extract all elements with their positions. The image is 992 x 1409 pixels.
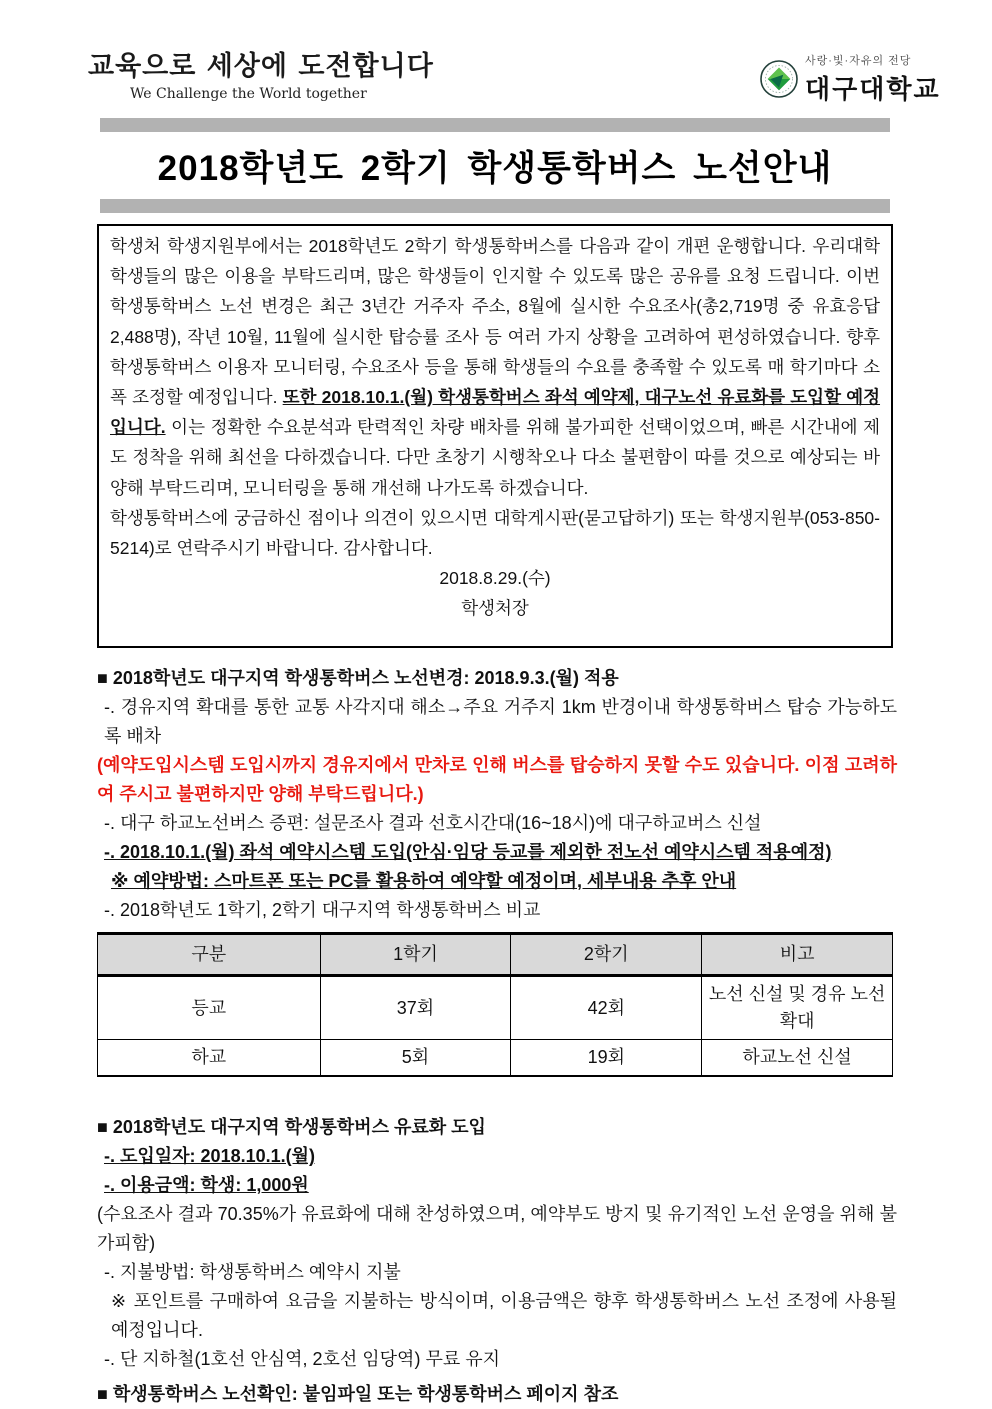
cell-semester2: 42회	[511, 976, 702, 1040]
notice-text-after: 이는 정확한 수요분석과 탄력적인 차량 배차를 위해 불가피한 선택이었으며, 빠른 시간내에 제도 정착을 위해 최선을 다하겠습니다. 다만 초창기 시행착오나 다소 불편함이 따를 것으로 예상되는 바 양해 부탁드리며, 모니터링을 통해 개선해 나가도록 하겠습니다.	[110, 417, 880, 498]
page-title: 2018학년도 2학기 학생통학버스 노선안내	[157, 149, 833, 188]
table-header-semester1: 1학기	[320, 934, 511, 976]
notice-text-emphasis: 또한 2018.10.1.(월) 학생통학버스 좌석 예약제, 대구노선 유료화를 도입할 예정입니다.	[110, 387, 881, 438]
route-item-coverage: -. 경유지역 확대를 통한 교통 사각지대 해소→주요 거주지 1km 반경이내 학생통학버스 탑승 가능하도록 배차	[104, 697, 897, 746]
route-item-reservation-method-text: ※ 예약방법: 스마트폰 또는 PC를 활용하여 예약할 예정이며, 세부내용 추후 안내	[111, 871, 737, 891]
route-item-reservation-text: -. 2018.10.1.(월) 좌석 예약시스템 도입(안심·임당 등교를 제외한 전노선 예약시스템 적용예정)	[104, 842, 832, 862]
cell-semester1: 37회	[320, 976, 511, 1040]
fee-note-point: ※ 포인트를 구매하여 요금을 지불하는 방식이며, 이용금액은 향후 학생통학버스 노선 조정에 사용될 예정입니다.	[111, 1291, 897, 1340]
cell-remark: 하교노선 신설	[702, 1040, 893, 1077]
university-logo	[760, 52, 941, 106]
title-bottom-bar	[100, 199, 890, 213]
route-item-reservation	[97, 838, 897, 867]
cell-semester1: 5회	[320, 1040, 511, 1077]
fee-item-price-text: -. 이용금액: 학생: 1,000원	[104, 1175, 309, 1195]
fee-note-survey: (수요조사 결과 70.35%가 유료화에 대해 찬성하였으며, 예약부도 방지 및 유기적인 노선 운영을 위해 불가피함)	[97, 1204, 897, 1253]
table-header-row	[98, 934, 893, 976]
slogan-korean: 교육으로 세상에 도전합니다	[88, 51, 434, 82]
section-fee-heading: ■ 2018학년도 대구지역 학생통학버스 유료화 도입	[97, 1117, 486, 1137]
route-item-compare: -. 2018학년도 1학기, 2학기 대구지역 학생통학버스 비교	[104, 900, 541, 920]
university-name: 대구대학교	[805, 74, 941, 104]
title-top-bar	[100, 118, 890, 132]
route-item-return-bus: -. 대구 하교노선버스 증편: 설문조사 결과 선호시간대(16~18시)에 대구하교버스 신설	[104, 813, 762, 833]
university-motto: 사랑·빛·자유의 전당	[805, 55, 912, 67]
document-body	[97, 664, 897, 1409]
cell-semester2: 19회	[511, 1040, 702, 1077]
cell-remark: 노선 신설 및 경유 노선 확대	[702, 976, 893, 1040]
fee-item-subway: -. 단 지하철(1호선 안심역, 2호선 임당역) 무료 유지	[104, 1349, 500, 1369]
slogan-english: We Challenge the World together	[130, 86, 367, 102]
table-header-category: 구분	[98, 934, 321, 976]
notice-box	[97, 224, 893, 648]
table-header-semester2: 2학기	[511, 934, 702, 976]
footer-route-check-note: ■ 학생통학버스 노선확인: 붙임파일 또는 학생통학버스 페이지 참조	[97, 1384, 619, 1404]
title-block	[100, 118, 890, 213]
semester-comparison-table	[97, 932, 893, 1077]
notice-text-before: 학생처 학생지원부에서는 2018학년도 2학기 학생통학버스를 다음과 같이 개편 운행합니다. 우리대학 학생들의 많은 이용을 부탁드리며, 많은 학생들이 인지할 수 있도록 많은 공유를 요청 드립니다. 이번 학생통학버스 노선 변경은 최근 3년간 거주자 주소, 8월에 실시한 수요조사(총2,719명 중 유효응답 2,488명), 작년 10월, 11월에 실시한 탑승률 조사 등 여러 가지 상황을 고려하여 편성하였습니다. 향후 학생통학버스 이용자 모니터링, 수요조사 등을 통해 학생들의 수요를 충족할 수 있도록 매 학기마다 소폭 조정할 예정입니다.	[110, 236, 880, 408]
notice-contact-paragraph: 학생통학버스에 궁금하신 점이나 의견이 있으시면 대학게시판(묻고답하기) 또는 학생지원부(053-850-5214)로 연락주시기 바랍니다. 감사합니다.	[110, 507, 880, 559]
fee-item-date-text: -. 도입일자: 2018.10.1.(월)	[104, 1146, 315, 1166]
section-route-heading: ■ 2018학년도 대구지역 학생통학버스 노선변경: 2018.9.3.(월) 적용	[97, 668, 619, 688]
table-row	[98, 976, 893, 1040]
route-warning-red: (예약도입시스템 도입시까지 경유지에서 만차로 인해 버스를 탑승하지 못할 수도 있습니다. 이점 고려하여 주시고 불편하지만 양해 부탁드립니다.)	[97, 755, 897, 804]
fee-item-price	[97, 1171, 897, 1200]
table-row	[98, 1040, 893, 1077]
cell-category: 등교	[98, 976, 321, 1040]
notice-signer: 학생처장	[461, 598, 529, 619]
slogan-logo	[88, 44, 434, 102]
fee-item-date	[97, 1142, 897, 1171]
university-seal-icon	[760, 60, 798, 98]
notice-paragraph	[110, 231, 880, 503]
table-header-remark: 비고	[702, 934, 893, 976]
fee-item-payment: -. 지불방법: 학생통학버스 예약시 지불	[104, 1262, 401, 1282]
cell-category: 하교	[98, 1040, 321, 1077]
notice-date: 2018.8.29.(수)	[439, 568, 551, 589]
route-item-reservation-method	[97, 867, 897, 896]
